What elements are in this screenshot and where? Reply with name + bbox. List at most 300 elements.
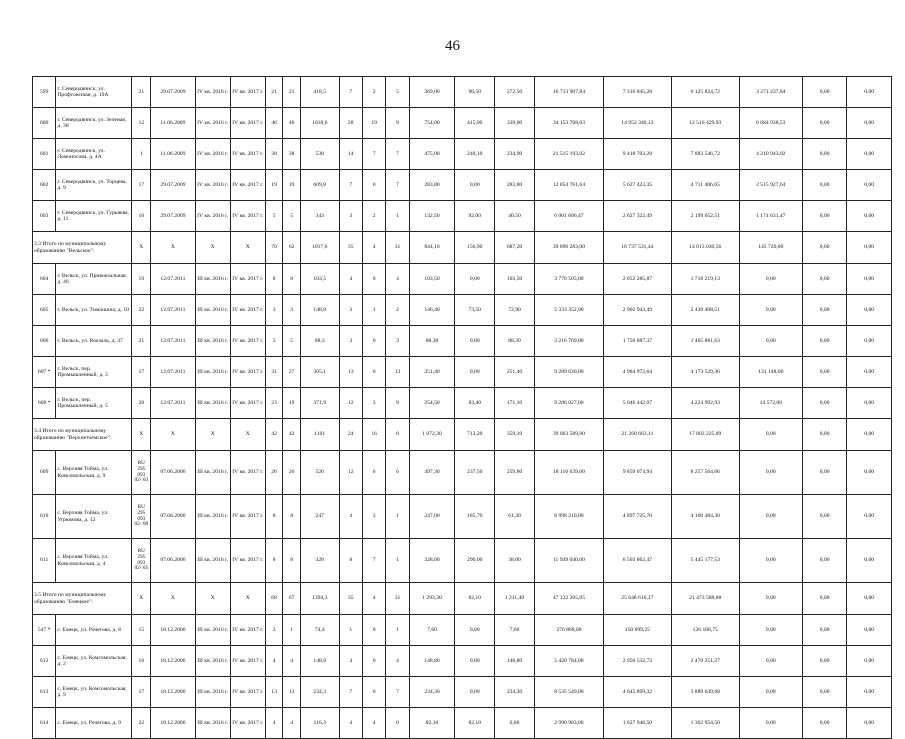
quarter-start-cell: X [195, 419, 230, 451]
value-cell: 2 [386, 295, 409, 326]
value-cell: 7 [362, 139, 385, 170]
address-cell: г. Северодвинск, ул. Зеленая, д. 38 [56, 108, 132, 139]
value-cell: 7 [339, 170, 362, 201]
address-cell: г. Северодвинск, ул. Профсоюзная, д. 10А [56, 77, 132, 108]
value-cell: 4 [362, 583, 385, 615]
quarter-end-cell: X [230, 419, 265, 451]
date-cell: 07.06.2006 [151, 495, 195, 539]
value-cell: 0,00 [847, 646, 892, 677]
value-cell: 16 713 907,84 [534, 77, 603, 108]
value-cell: 148,80 [495, 646, 535, 677]
value-cell: 5 [283, 201, 301, 232]
address-cell: г. Вельск, ул. Привокзальная, д. 46 [56, 264, 132, 295]
address-cell: г. Вельск, пер. Промышленный, д. 5 [56, 388, 132, 419]
row-number: 611 [33, 539, 56, 583]
address-cell: г. Северодвинск, ул. Торцева, д. 9 [56, 170, 132, 201]
value-cell: 283,80 [409, 170, 455, 201]
value-cell: 3 [339, 201, 362, 232]
value-cell: 0 [362, 264, 385, 295]
value-cell: 1 [386, 495, 409, 539]
value-cell: 5 445 177,53 [671, 539, 739, 583]
value-cell: 0 [362, 615, 385, 646]
document-number-cell: X [132, 583, 151, 615]
value-cell: 1 362 954,50 [671, 708, 739, 739]
document-number-cell: 15 [132, 615, 151, 646]
subtotal-label: 3.3 Итого по муниципальному образованию "Вельское": [33, 232, 132, 264]
quarter-end-cell: IV кв. 2017 г. [230, 108, 265, 139]
row-number: 610 [33, 495, 56, 539]
value-cell: 0,00 [847, 708, 892, 739]
value-cell: 0,00 [739, 451, 802, 495]
quarter-start-cell: III кв. 2016 г. [195, 539, 230, 583]
row-number: 609 [33, 451, 56, 495]
document-number-cell: 22 [132, 708, 151, 739]
value-cell: 26 [283, 451, 301, 495]
value-cell: 2 [265, 615, 283, 646]
value-cell: 16 [362, 419, 385, 451]
value-cell: 5 333 352,00 [534, 295, 603, 326]
subtotal-row [33, 419, 892, 451]
address-cell: с. Верхняя Тойма, ул. Комсомольская, д. 4 [56, 539, 132, 583]
document-number-cell: X [132, 232, 151, 264]
document-number-cell: 16 [132, 201, 151, 232]
value-cell: 328 [300, 539, 339, 583]
quarter-start-cell: X [195, 232, 230, 264]
value-cell: 343 [300, 201, 339, 232]
value-cell: 0,00 [847, 539, 892, 583]
value-cell: 82,10 [409, 708, 455, 739]
date-cell: 11.06.2009 [151, 139, 195, 170]
value-cell: 3 216 769,00 [534, 326, 603, 357]
subtotal-label: 3.5 Итого по муниципальному образованию "Емецкое": [33, 583, 132, 615]
value-cell: 305,1 [300, 357, 339, 388]
value-cell: 359,10 [495, 419, 535, 451]
document-number-cell: RU 295 093 02- 08 [132, 495, 151, 539]
value-cell: 2 990 903,00 [534, 708, 603, 739]
document-number-cell: RU 295 093 02- 05 [132, 539, 151, 583]
value-cell: 2 [362, 77, 385, 108]
value-cell: 4 711 406,65 [671, 170, 739, 201]
value-cell: 1101 [300, 419, 339, 451]
value-cell: 240,10 [455, 139, 495, 170]
value-cell: 0,00 [802, 139, 846, 170]
document-number-cell: RU 295 093 02- 03 [132, 451, 151, 495]
value-cell: 276 868,00 [534, 615, 603, 646]
quarter-end-cell: IV кв. 2017 г. [230, 615, 265, 646]
value-cell: 609,8 [300, 170, 339, 201]
value-cell: 92,00 [455, 201, 495, 232]
value-cell: 5 627 423,35 [603, 170, 671, 201]
value-cell: 0,00 [802, 357, 846, 388]
table-row [33, 495, 892, 539]
value-cell: 38 [265, 139, 283, 170]
value-cell: 0 [362, 357, 385, 388]
value-cell: 4 [283, 708, 301, 739]
value-cell: 4 [283, 646, 301, 677]
row-number: 614 [33, 708, 56, 739]
value-cell: 0,00 [847, 295, 892, 326]
value-cell: 5 [265, 201, 283, 232]
value-cell: 7 [339, 77, 362, 108]
value-cell: 35 [339, 583, 362, 615]
value-cell: 6 [362, 451, 385, 495]
value-cell: 4 [339, 708, 362, 739]
value-cell: 21 [265, 77, 283, 108]
table-body [33, 77, 892, 739]
value-cell: 0,00 [847, 677, 892, 708]
value-cell: 0,00 [802, 615, 846, 646]
date-cell: 29.07.2009 [151, 201, 195, 232]
value-cell: 687,20 [495, 232, 535, 264]
quarter-end-cell: IV кв. 2017 г. [230, 451, 265, 495]
value-cell: 26 [265, 451, 283, 495]
value-cell: 8 535 549,00 [534, 677, 603, 708]
value-cell: 156,90 [455, 232, 495, 264]
quarter-start-cell: III кв. 2016 г. [195, 264, 230, 295]
value-cell: 0,00 [802, 495, 846, 539]
row-number: 602 [33, 170, 56, 201]
value-cell: 28 [339, 108, 362, 139]
value-cell: 88,30 [409, 326, 455, 357]
value-cell: 3 [265, 295, 283, 326]
value-cell: 38,00 [495, 539, 535, 583]
value-cell: 4 [362, 708, 385, 739]
address-cell: г. Северодвинск, ул. Ломоносова, д. 4А [56, 139, 132, 170]
document-number-cell: X [132, 419, 151, 451]
quarter-end-cell: IV кв. 2017 г. [230, 139, 265, 170]
value-cell: 42 [283, 419, 301, 451]
quarter-start-cell: III кв. 2016 г. [195, 388, 230, 419]
value-cell: 8 [386, 419, 409, 451]
value-cell: 39 063 589,00 [534, 419, 603, 451]
value-cell: 31 [265, 357, 283, 388]
value-cell: 0,00 [739, 539, 802, 583]
date-cell: 07.06.2006 [151, 539, 195, 583]
value-cell: 0,00 [802, 583, 846, 615]
value-cell: 21 260 663,11 [603, 419, 671, 451]
value-cell: 526 [300, 451, 339, 495]
value-cell: 8 998 210,00 [534, 495, 603, 539]
table-row [33, 677, 892, 708]
value-cell: 83,40 [455, 388, 495, 419]
value-cell: 0,00 [739, 264, 802, 295]
value-cell: 3 [339, 295, 362, 326]
value-cell: 0,00 [739, 419, 802, 451]
date-cell: 12.07.2011 [151, 357, 195, 388]
value-cell: 0,00 [455, 677, 495, 708]
quarter-end-cell: X [230, 583, 265, 615]
value-cell: 0,00 [802, 677, 846, 708]
value-cell: 40,50 [495, 201, 535, 232]
value-cell: 24 [339, 419, 362, 451]
value-cell: 8 [265, 264, 283, 295]
document-number-cell: 21 [132, 77, 151, 108]
value-cell: 0,00 [802, 708, 846, 739]
value-cell: 4 [265, 708, 283, 739]
value-cell: 70 [265, 232, 283, 264]
value-cell: 0,00 [847, 264, 892, 295]
date-cell: 11.06.2009 [151, 108, 195, 139]
table-row [33, 388, 892, 419]
value-cell: 1018,6 [300, 108, 339, 139]
value-cell: 73,50 [455, 295, 495, 326]
value-cell: 3 [386, 326, 409, 357]
value-cell: 1 [339, 615, 362, 646]
quarter-start-cell: III кв. 2016 г. [195, 495, 230, 539]
value-cell: 1 174 631,47 [739, 201, 802, 232]
value-cell: 251,40 [495, 357, 535, 388]
quarter-end-cell: IV кв. 2017 г. [230, 170, 265, 201]
value-cell: 4 [265, 646, 283, 677]
value-cell: 19 [265, 170, 283, 201]
value-cell: 62 [283, 232, 301, 264]
value-cell: 0,00 [802, 170, 846, 201]
quarter-start-cell: III кв. 2016 г. [195, 677, 230, 708]
value-cell: 4 984 972,64 [603, 357, 671, 388]
value-cell: 6 684 938,53 [739, 108, 802, 139]
date-cell: 18.12.2006 [151, 677, 195, 708]
value-cell: 21 [283, 77, 301, 108]
value-cell: 9 [386, 388, 409, 419]
address-cell: с. Емецк, ул. Рочегова, д. 8 [56, 615, 132, 646]
value-cell: 0,00 [847, 495, 892, 539]
value-cell: 19 [283, 388, 301, 419]
value-cell: 0,00 [802, 77, 846, 108]
value-cell: 12 [339, 388, 362, 419]
quarter-end-cell: IV кв. 2017 г. [230, 388, 265, 419]
value-cell: 12 854 761,64 [534, 170, 603, 201]
value-cell: 185,70 [455, 495, 495, 539]
document-number-cell: 21 [132, 326, 151, 357]
quarter-end-cell: IV кв. 2017 г. [230, 264, 265, 295]
value-cell: 0,00 [847, 232, 892, 264]
value-cell: 251,40 [409, 357, 455, 388]
value-cell: 1 627 948,50 [603, 708, 671, 739]
value-cell: 9 859 074,94 [603, 451, 671, 495]
value-cell: 234,90 [495, 139, 535, 170]
value-cell: 88,3 [300, 326, 339, 357]
value-cell: 4 210 943,02 [739, 139, 802, 170]
quarter-end-cell: IV кв. 2017 г. [230, 677, 265, 708]
value-cell: 148,8 [300, 646, 339, 677]
value-cell: 3 [362, 495, 385, 539]
value-cell: 150 699,25 [603, 615, 671, 646]
value-cell: 31 [386, 583, 409, 615]
value-cell: 13 [339, 357, 362, 388]
value-cell: 4 [362, 232, 385, 264]
value-cell: 754,00 [409, 108, 455, 139]
value-cell: 0,00 [847, 77, 892, 108]
value-cell: 1 [386, 539, 409, 583]
value-cell: 418,5 [300, 77, 339, 108]
value-cell: 103,5 [300, 264, 339, 295]
quarter-end-cell: IV кв. 2017 г. [230, 646, 265, 677]
row-number: 599 [33, 77, 56, 108]
value-cell: 13 [265, 677, 283, 708]
value-cell: 2 515 927,64 [739, 170, 802, 201]
value-cell: 88,30 [495, 326, 535, 357]
value-cell: 0,00 [802, 264, 846, 295]
value-cell: 1 718 219,13 [671, 264, 739, 295]
document-number-cell: 17 [132, 170, 151, 201]
value-cell: 38 [283, 139, 301, 170]
quarter-end-cell: IV кв. 2017 г. [230, 539, 265, 583]
value-cell: 290,00 [455, 539, 495, 583]
value-cell: 272,50 [495, 77, 535, 108]
table-row [33, 201, 892, 232]
value-cell: 4 [339, 646, 362, 677]
value-cell: 4 [339, 264, 362, 295]
value-cell: 2 627 322,49 [603, 201, 671, 232]
document-number-cell: 20 [132, 388, 151, 419]
value-cell: 8 [283, 539, 301, 583]
value-cell: 0,00 [455, 615, 495, 646]
value-cell: 145 720,00 [739, 232, 802, 264]
value-cell: 6 001 606,47 [534, 201, 603, 232]
value-cell: 0,00 [739, 615, 802, 646]
value-cell: 254,50 [409, 388, 455, 419]
value-cell: 2 [362, 201, 385, 232]
row-number: 600 [33, 108, 56, 139]
value-cell: 23 [265, 388, 283, 419]
value-cell: 8 [265, 539, 283, 583]
value-cell: 328,00 [409, 539, 455, 583]
value-cell: 132,50 [409, 201, 455, 232]
date-cell: 18.12.2006 [151, 615, 195, 646]
value-cell: 1394,3 [300, 583, 339, 615]
value-cell: 35 [339, 232, 362, 264]
value-cell: 0,00 [847, 201, 892, 232]
date-cell: X [151, 419, 195, 451]
value-cell: 234,30 [495, 677, 535, 708]
value-cell: 0,00 [802, 419, 846, 451]
value-cell: 0,00 [802, 539, 846, 583]
value-cell: 6 503 862,47 [603, 539, 671, 583]
value-cell: 1 211,40 [495, 583, 535, 615]
value-cell: 7 [339, 677, 362, 708]
quarter-end-cell: X [230, 232, 265, 264]
value-cell: 9 [386, 108, 409, 139]
value-cell: 13 [283, 677, 301, 708]
value-cell: 1 072,30 [409, 419, 455, 451]
subtotal-row [33, 232, 892, 264]
value-cell: 0,00 [802, 646, 846, 677]
value-cell: 148,80 [409, 646, 455, 677]
value-cell: 9 289 630,00 [534, 357, 603, 388]
date-cell: 29.07.2009 [151, 170, 195, 201]
value-cell: 234,3 [300, 677, 339, 708]
value-cell: 5 046 442,07 [603, 388, 671, 419]
date-cell: 29.07.2009 [151, 77, 195, 108]
value-cell: 6 125 824,72 [671, 77, 739, 108]
quarter-end-cell: IV кв. 2017 г. [230, 201, 265, 232]
value-cell: 0,00 [802, 326, 846, 357]
value-cell: 7 883 546,72 [671, 139, 739, 170]
value-cell: 0,00 [847, 108, 892, 139]
value-cell: 1 750 887,37 [603, 326, 671, 357]
value-cell: 3 [362, 388, 385, 419]
value-cell: 0,00 [455, 264, 495, 295]
value-cell: 2 902 943,49 [603, 295, 671, 326]
quarter-start-cell: IV кв. 2016 г. [195, 77, 230, 108]
value-cell: 27 [283, 357, 301, 388]
value-cell: 0 [362, 677, 385, 708]
address-cell: г. Северодвинск, ул. Гурьяева, д. 11 [56, 201, 132, 232]
table-row [33, 646, 892, 677]
value-cell: 21 473 588,88 [671, 583, 739, 615]
quarter-end-cell: IV кв. 2017 г. [230, 357, 265, 388]
value-cell: 4 [339, 495, 362, 539]
value-cell: 146,40 [409, 295, 455, 326]
page-number: 46 [445, 38, 460, 54]
value-cell: 3 [339, 326, 362, 357]
value-cell: 844,10 [409, 232, 455, 264]
value-cell: 7 [362, 539, 385, 583]
address-cell: с. Верхняя Тойма, ул. Угрюмова, д. 12 [56, 495, 132, 539]
row-number: 608 * [33, 388, 56, 419]
value-cell: 0,00 [739, 495, 802, 539]
date-cell: 07.06.2006 [151, 451, 195, 495]
address-cell: г. Вельск, ул. Вокзаль, д. 37 [56, 326, 132, 357]
document-number-cell: 19 [132, 264, 151, 295]
row-number: 547 * [33, 615, 56, 646]
document-number-cell: 17 [132, 677, 151, 708]
value-cell: 72,90 [495, 295, 535, 326]
value-cell: 14 [339, 139, 362, 170]
value-cell: 2 950 532,73 [603, 646, 671, 677]
value-cell: 0,00 [802, 388, 846, 419]
value-cell: 103,50 [495, 264, 535, 295]
value-cell: 1 293,30 [409, 583, 455, 615]
value-cell: 369,00 [409, 77, 455, 108]
value-cell: 0,00 [802, 451, 846, 495]
value-cell: 0,00 [739, 708, 802, 739]
quarter-end-cell: IV кв. 2017 г. [230, 326, 265, 357]
value-cell: 96,50 [455, 77, 495, 108]
value-cell: 31 [386, 232, 409, 264]
value-cell: 0 [362, 170, 385, 201]
quarter-start-cell: III кв. 2016 г. [195, 708, 230, 739]
value-cell: 0,00 [847, 326, 892, 357]
table-row [33, 357, 892, 388]
value-cell: 0,00 [847, 170, 892, 201]
date-cell: X [151, 232, 195, 264]
value-cell: 14 572,00 [739, 388, 802, 419]
value-cell: 42 [265, 419, 283, 451]
value-cell: 11 949 040,00 [534, 539, 603, 583]
value-cell: 237,50 [455, 451, 495, 495]
value-cell: 1 [362, 295, 385, 326]
value-cell: 131 148,00 [739, 357, 802, 388]
address-cell: с. Емецк, ул. Комсомольская, д. 9 [56, 677, 132, 708]
value-cell: 415,00 [455, 108, 495, 139]
value-cell: 116,3 [300, 708, 339, 739]
value-cell: 19 [362, 108, 385, 139]
table-row [33, 615, 892, 646]
value-cell: 0,00 [802, 108, 846, 139]
value-cell: 14 013 030,56 [671, 232, 739, 264]
address-cell: с. Емецк, ул. Комсомольская, д. 2 [56, 646, 132, 677]
value-cell: 3 [283, 295, 301, 326]
value-cell: 39 896 283,00 [534, 232, 603, 264]
value-cell: 5 [283, 326, 301, 357]
address-cell: г. Вельск, ул. Тимошина, д. 10 [56, 295, 132, 326]
document-number-cell: 1 [132, 139, 151, 170]
value-cell: 67 [283, 583, 301, 615]
row-number: 606 [33, 326, 56, 357]
value-cell: 7 316 845,28 [603, 77, 671, 108]
table-row [33, 539, 892, 583]
